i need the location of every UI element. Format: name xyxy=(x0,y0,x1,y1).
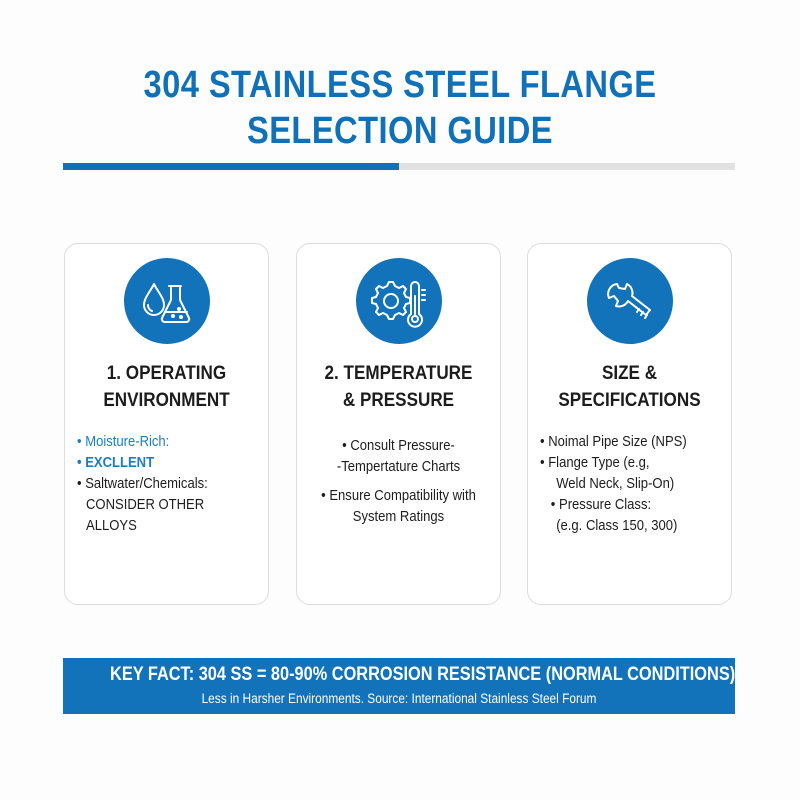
list-item: • Flange Type (e.g, xyxy=(540,455,650,471)
list-item: • EXCLLENT xyxy=(77,455,155,471)
list-item: • Moisture-Rich: xyxy=(77,434,170,450)
list-item: • Noimal Pipe Size (NPS) xyxy=(540,434,687,450)
card-title: SIZE & SPECIFICATIONS xyxy=(558,363,701,411)
bullet-list xyxy=(77,432,248,537)
title-line-1: 304 STAINLESS STEEL FLANGE xyxy=(143,64,657,106)
list-item: • Consult Pressure- xyxy=(342,438,455,454)
list-item: CONSIDER OTHER ALLOYS xyxy=(86,497,205,534)
list-item: • Pressure Class: xyxy=(550,497,652,513)
card-title: 2. TEMPERATURE & PRESSURE xyxy=(324,363,473,411)
card-title: 1. OPERATING ENVIRONMENT xyxy=(103,363,230,411)
card-operating-environment xyxy=(64,243,269,605)
bullet-list xyxy=(307,436,490,528)
gear-thermometer-icon xyxy=(356,258,442,344)
list-item: • Ensure Compatibility with xyxy=(321,488,476,504)
page-title xyxy=(56,62,744,154)
water-drop-flask-icon xyxy=(124,258,210,344)
title-line-2: SELECTION GUIDE xyxy=(246,110,554,152)
bullet-list xyxy=(540,432,711,537)
wrench-icon xyxy=(587,258,673,344)
card-temperature-pressure xyxy=(296,243,501,605)
key-fact-text: KEY FACT: 304 SS = 80-90% CORROSION RESISTANCE (NORMAL CONDITIONS) xyxy=(110,664,736,685)
key-fact-banner xyxy=(63,658,735,714)
list-item: -Tempertature Charts xyxy=(336,459,461,475)
card-size-specifications xyxy=(527,243,732,605)
list-item: System Ratings xyxy=(352,509,445,525)
progress-fill xyxy=(63,163,399,170)
progress-bar xyxy=(63,163,735,170)
list-item: (e.g. Class 150, 300) xyxy=(556,518,678,534)
key-fact-source: Less in Harsher Environments. Source: International Stainless Steel Forum xyxy=(201,691,597,706)
list-item: • Saltwater/Chemicals: xyxy=(77,476,208,492)
list-item: Weld Neck, Slip-On) xyxy=(556,476,675,492)
